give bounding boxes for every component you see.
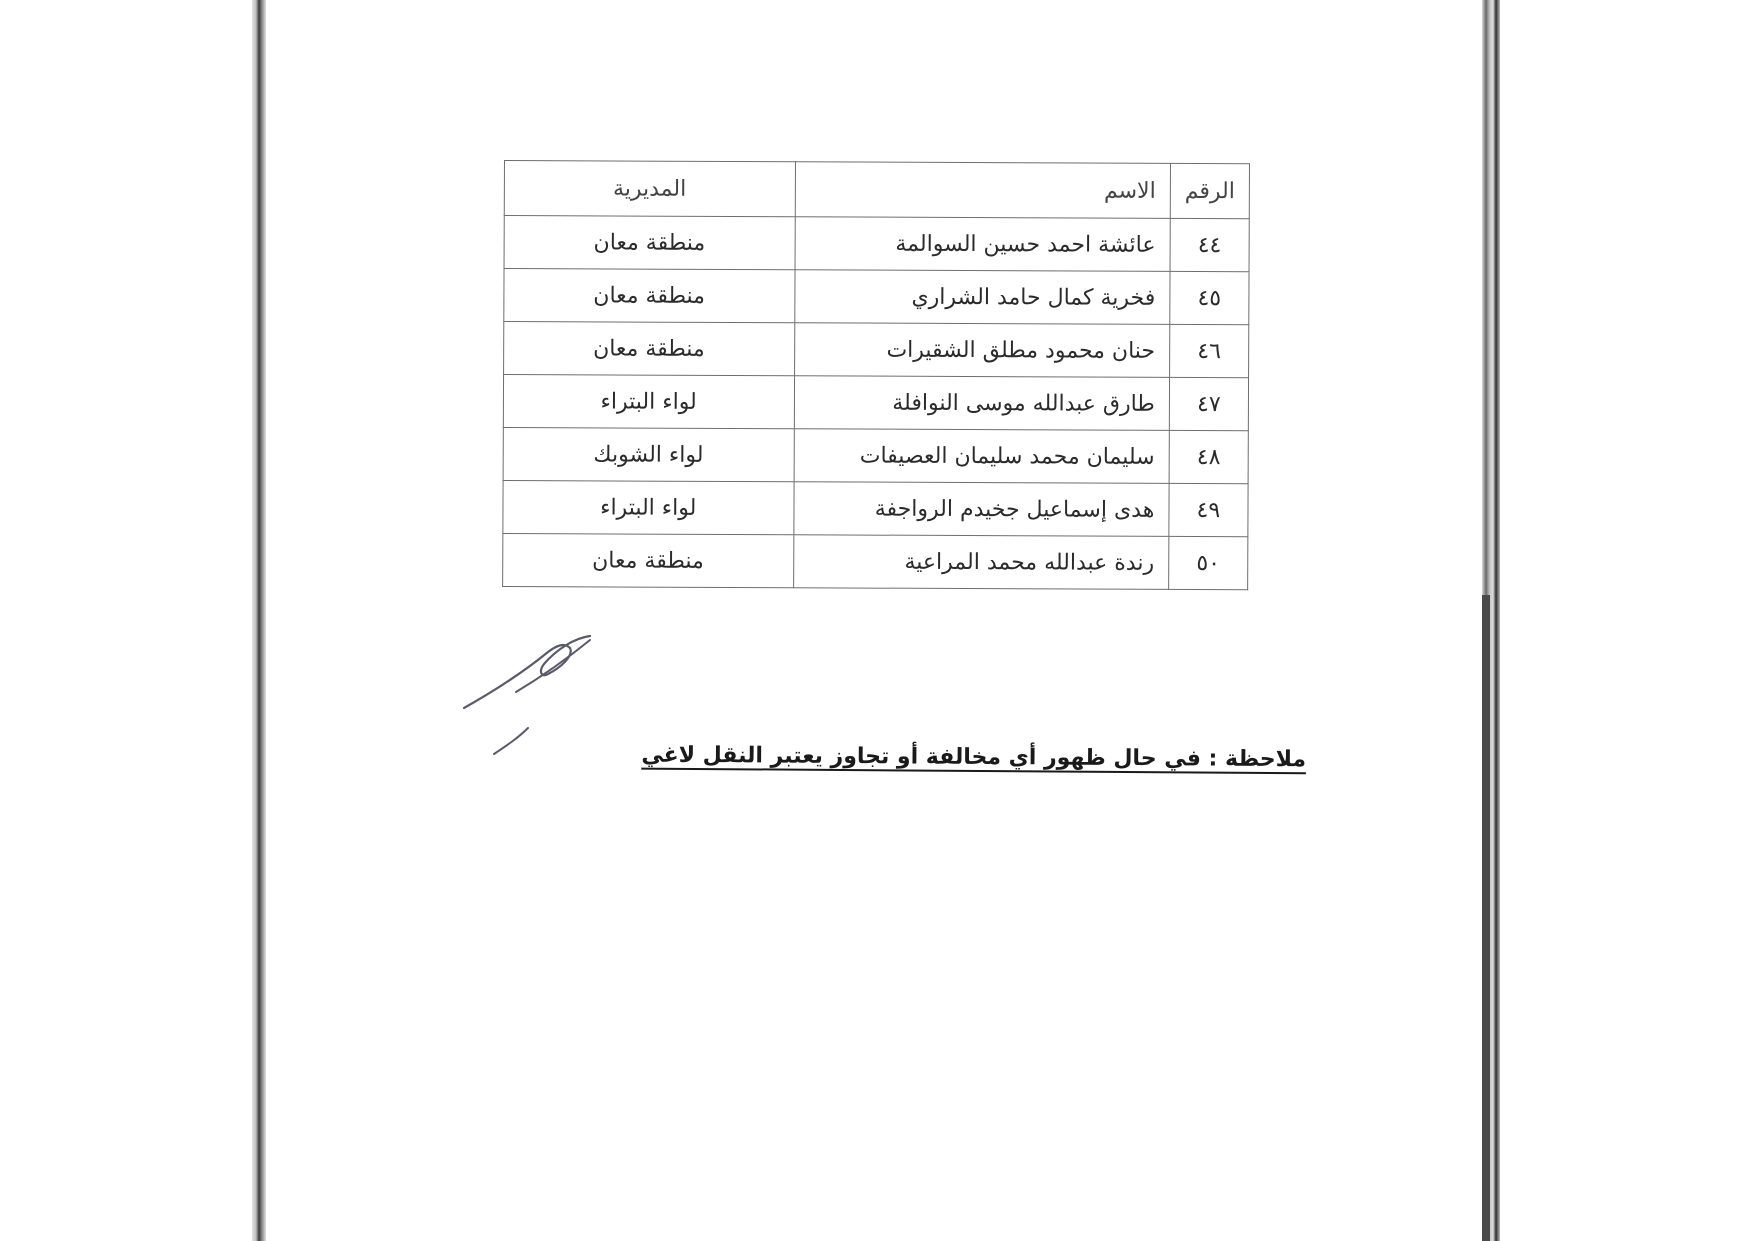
row-number: ٤٧ [1169,377,1248,430]
row-number: ٤٤ [1170,218,1249,271]
header-directorate: المديرية [504,161,795,217]
table-row [503,533,1248,589]
row-name: طارق عبدالله موسى النوافلة [794,376,1170,431]
table-row [504,322,1249,378]
row-number: ٤٨ [1169,430,1248,483]
names-table [502,160,1250,590]
page-edge-left [252,0,266,1241]
header-name: الاسم [795,162,1171,219]
row-name: هدى إسماعيل جخيدم الرواجفة [793,482,1169,537]
table-row [504,269,1249,325]
table-row [503,375,1248,431]
note-text: ملاحظة : في حال ظهور أي مخالفة أو تجاوز يعتبر النقل لاغي [641,742,1307,773]
row-directorate: منطقة معان [504,322,795,376]
scrollbar-thumb[interactable] [1482,595,1490,1241]
row-directorate: منطقة معان [503,533,794,587]
row-name: حنان محمود مطلق الشقيرات [794,323,1170,378]
handwritten-signature [456,630,616,760]
row-directorate: لواء البتراء [503,375,794,429]
row-name: رندة عبدالله محمد المراعية [793,535,1169,590]
row-number: ٥٠ [1169,536,1248,589]
row-directorate: لواء الشوبك [503,427,794,481]
row-directorate: لواء البتراء [503,480,794,534]
row-number: ٤٦ [1169,324,1248,377]
table-row [503,427,1248,483]
table-row [504,216,1249,272]
document-page [266,0,1482,1241]
row-directorate: منطقة معان [504,269,795,323]
row-number: ٤٥ [1170,271,1249,324]
row-name: عائشة احمد حسين السوالمة [795,217,1171,272]
row-name: فخرية كمال حامد الشراري [794,270,1170,325]
row-directorate: منطقة معان [504,216,795,270]
row-name: سليمان محمد سليمان العصيفات [794,429,1170,484]
table-header-row [504,161,1249,219]
table-row [503,480,1248,536]
row-number: ٤٩ [1169,483,1248,536]
header-number: الرقم [1170,163,1249,218]
